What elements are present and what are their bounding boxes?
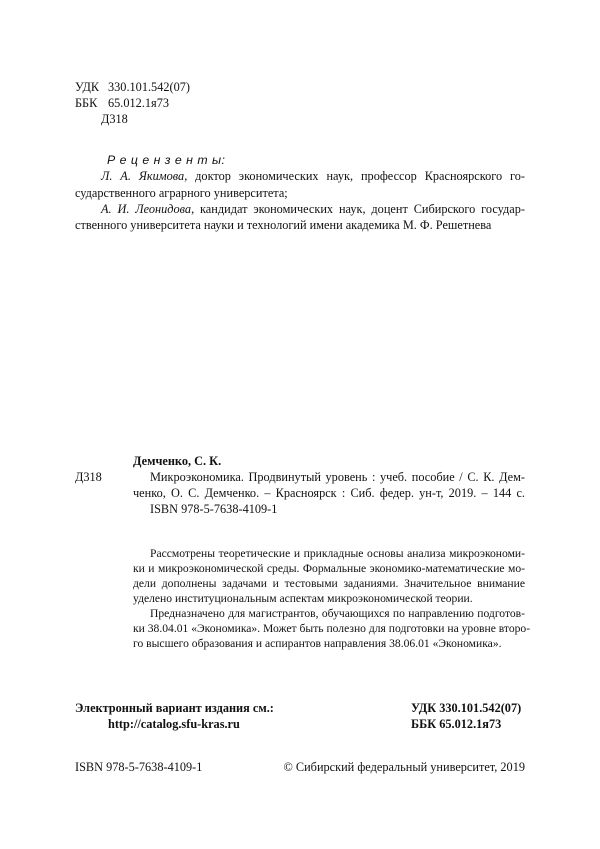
bbk-label: ББК <box>75 96 98 110</box>
catalog-isbn: ISBN 978-5-7638-4109-1 <box>150 502 278 516</box>
reviewer-1-line-1 <box>75 168 525 184</box>
reviewer-2-credentials: , кандидат экономических наук, доцент Сибирского государ- <box>191 202 525 216</box>
footer-isbn: ISBN 978-5-7638-4109-1 <box>75 760 203 774</box>
electronic-version-url[interactable]: http://catalog.sfu-kras.ru <box>108 717 240 731</box>
annotation-p2-line-1: Предназначено для магистрантов, обучающихся по направлению подготов- <box>150 607 525 620</box>
annotation-p1-line-1: Рассмотрены теоретические и прикладные основы анализа микроэкономи- <box>150 547 525 560</box>
reviewer-2-line-2: ственного университета науки и технологий имени академика М. Ф. Решетнева <box>75 218 492 232</box>
bbk-value: 65.012.1я73 <box>108 96 169 110</box>
annotation-p2-line-3: го высшего образования и аспирантов направления 38.06.01 «Экономика». <box>133 637 502 650</box>
reviewer-2-line-1 <box>75 201 525 217</box>
footer-udk: УДК 330.101.542(07) <box>411 701 522 715</box>
annotation-p2-line-2: ки 38.04.01 «Экономика». Может быть полезно для подготовки на уровне второ- <box>133 622 531 635</box>
reviewers-heading: Р е ц е н з е н т ы: <box>107 153 226 167</box>
reviewer-1-line-2: сударственного аграрного университета; <box>75 186 288 200</box>
reviewer-2-name: А. И. Леонидова <box>101 202 192 216</box>
annotation-p1-line-4: уделено институциональным аспектам микроэкономической теории. <box>133 592 473 605</box>
annotation-p1-line-2: ки и микроэкономической среды. Формальные экономико-математические мо- <box>133 562 525 575</box>
catalog-author: Демченко, С. К. <box>133 454 222 468</box>
catalog-line-2: ченко, О. С. Демченко. – Красноярск : Сиб. федер. ун-т, 2019. – 144 с. <box>133 486 525 500</box>
annotation-p1-line-3: дели дополнены задачами и тестовыми заданиями. Значительное внимание <box>133 577 525 590</box>
author-mark: Д318 <box>101 112 128 126</box>
electronic-version-label: Электронный вариант издания см.: <box>75 701 274 715</box>
catalog-line-1: Микроэкономика. Продвинутый уровень : учеб. пособие / С. К. Дем- <box>150 470 525 484</box>
reviewer-1-credentials: , доктор экономических наук, профессор Красноярского го- <box>184 169 525 183</box>
udk-value: 330.101.542(07) <box>108 80 190 94</box>
reviewer-1-name: Л. А. Якимова <box>101 169 185 183</box>
udk-label: УДК <box>75 80 100 94</box>
footer-bbk: ББК 65.012.1я73 <box>411 717 502 731</box>
catalog-mark: Д318 <box>75 470 102 484</box>
copyright: © Сибирский федеральный университет, 2019 <box>283 760 525 774</box>
